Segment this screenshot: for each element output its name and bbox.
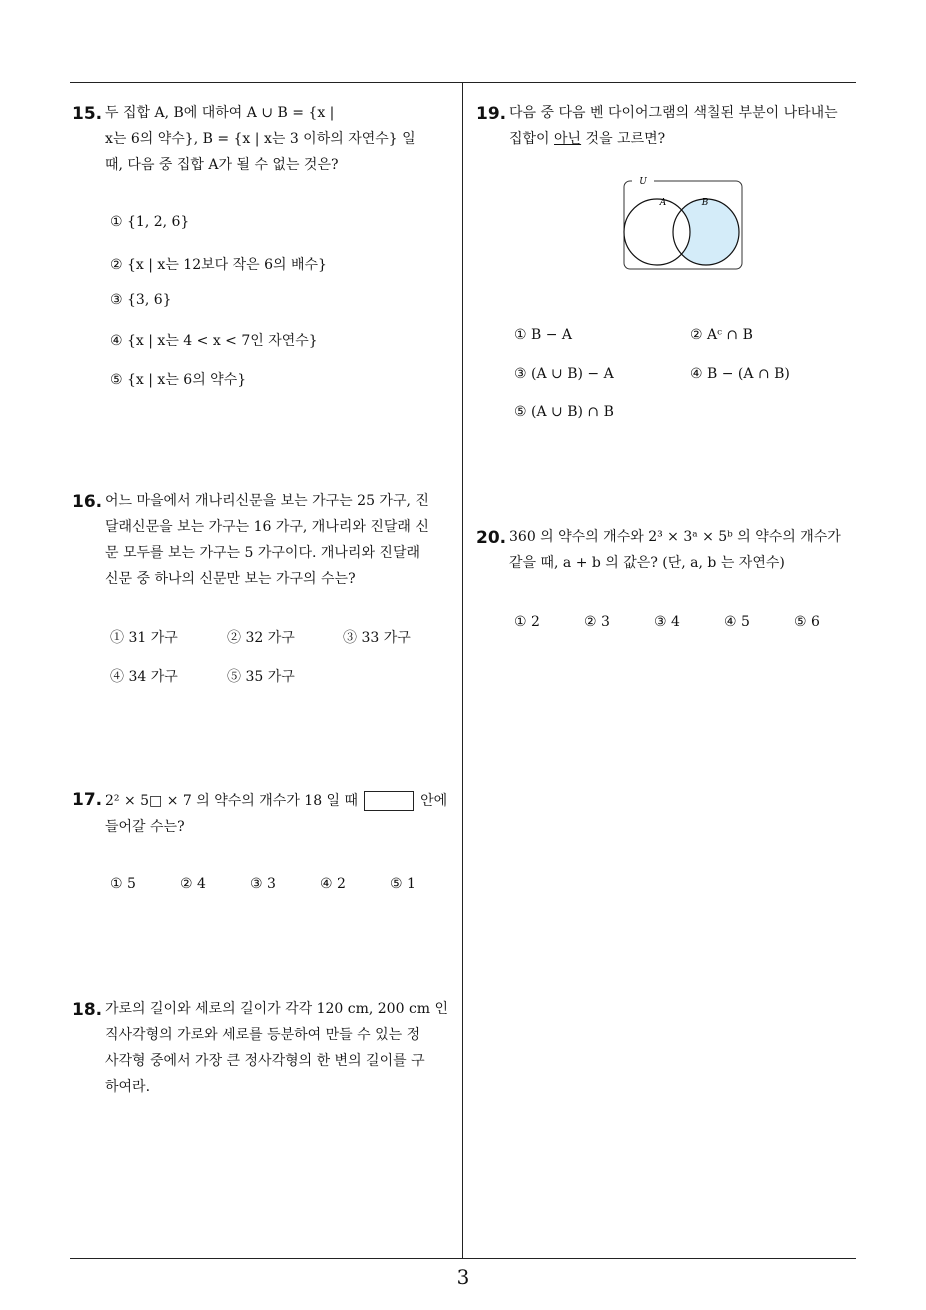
question-20-text: [509, 524, 859, 576]
choice-1[interactable]: ① 2: [514, 614, 540, 630]
text-line-part: 집합이: [509, 131, 555, 147]
question-number: 19.: [476, 104, 507, 124]
underlined-word: 아닌: [554, 131, 582, 147]
text-line: 들어갈 수는?: [105, 819, 185, 835]
choice-5[interactable]: ⑤ 1: [390, 876, 416, 892]
text-line: 달래신문을 보는 가구는 16 가구, 개나리와 진달래 신: [105, 519, 429, 535]
set-a-label: A: [659, 198, 667, 208]
text-line: 어느 마을에서 개나리신문을 보는 가구는 25 가구, 진: [105, 493, 429, 509]
choice-1[interactable]: ① {1, 2, 6}: [110, 214, 190, 230]
question-15-text: [105, 100, 455, 178]
choice-3[interactable]: ③ 4: [654, 614, 680, 630]
choice-2[interactable]: ② 3: [584, 614, 610, 630]
choice-3[interactable]: ③ (A ∪ B) − A: [514, 366, 614, 382]
top-rule: [70, 82, 856, 83]
text-line: 가로의 길이와 세로의 길이가 각각 120 cm, 200 cm 인: [105, 1001, 449, 1017]
universe-label: U: [639, 177, 647, 187]
choice-4[interactable]: ④ B − (A ∩ B): [690, 366, 790, 382]
choice-5[interactable]: ⑤ {x | x는 6의 약수}: [110, 372, 247, 388]
choice-4[interactable]: ④ 34 가구: [110, 669, 178, 685]
blank-box: [364, 791, 414, 811]
choice-4[interactable]: ④ 5: [724, 614, 750, 630]
text-line: 때, 다음 중 집합 A가 될 수 없는 것은?: [105, 157, 339, 173]
text-line: 같을 때, a + b 의 값은? (단, a, b 는 자연수): [509, 555, 785, 571]
choice-1[interactable]: ① 31 가구: [110, 630, 178, 646]
choice-2[interactable]: ② 4: [180, 876, 206, 892]
choice-3[interactable]: ③ {3, 6}: [110, 292, 172, 308]
set-b-label: B: [701, 198, 709, 208]
venn-diagram: [620, 175, 746, 273]
choice-1[interactable]: ① B − A: [514, 327, 573, 343]
text-line: 하여라.: [105, 1079, 151, 1095]
question-number: 17.: [72, 790, 103, 810]
question-16-text: [105, 488, 455, 592]
text-line: [105, 788, 460, 814]
text-line: 문 모두를 보는 가구는 5 가구이다. 개나리와 진달래: [105, 545, 420, 561]
choice-5[interactable]: ⑤ 6: [794, 614, 820, 630]
question-18-text: [105, 996, 455, 1100]
text-line: 사각형 중에서 가장 큰 정사각형의 한 변의 길이를 구: [105, 1053, 425, 1069]
question-number: 18.: [72, 1000, 103, 1020]
text-line: 다음 중 다음 벤 다이어그램의 색칠된 부분이 나타내는: [509, 105, 838, 121]
text-line-part: 2² × 5□ × 7 의 약수의 개수가 18 일 때: [105, 793, 359, 809]
choice-1[interactable]: ① 5: [110, 876, 136, 892]
question-17-text: [105, 788, 460, 840]
question-number: 20.: [476, 528, 507, 548]
choice-3[interactable]: ③ 3: [250, 876, 276, 892]
choice-4[interactable]: ④ {x | x는 4 < x < 7인 자연수}: [110, 333, 318, 349]
text-line-part: 안에: [420, 793, 448, 809]
text-line: 신문 중 하나의 신문만 보는 가구의 수는?: [105, 571, 356, 587]
column-divider: [462, 82, 463, 1258]
question-19-text: [509, 100, 859, 152]
text-line: x는 6의 약수}, B = {x | x는 3 이하의 자연수} 일: [105, 131, 416, 147]
bottom-rule: [70, 1258, 856, 1259]
text-line: 직사각형의 가로와 세로를 등분하여 만들 수 있는 정: [105, 1027, 421, 1043]
text-line: 두 집합 A, B에 대하여 A ∪ B = {x |: [105, 105, 335, 121]
page-number: 3: [456, 1265, 470, 1289]
text-line: [509, 126, 859, 152]
choice-4[interactable]: ④ 2: [320, 876, 346, 892]
choice-3[interactable]: ③ 33 가구: [343, 630, 411, 646]
choice-2[interactable]: ② Aᶜ ∩ B: [690, 327, 753, 343]
question-number: 15.: [72, 104, 103, 124]
question-number: 16.: [72, 492, 103, 512]
choice-2[interactable]: ② {x | x는 12보다 작은 6의 배수}: [110, 257, 327, 273]
choice-2[interactable]: ② 32 가구: [227, 630, 295, 646]
choice-5[interactable]: ⑤ (A ∪ B) ∩ B: [514, 404, 614, 420]
text-line: 360 의 약수의 개수와 2³ × 3ᵃ × 5ᵇ 의 약수의 개수가: [509, 529, 841, 545]
text-line-part: 것을 고르면?: [581, 131, 666, 147]
choice-5[interactable]: ⑤ 35 가구: [227, 669, 295, 685]
